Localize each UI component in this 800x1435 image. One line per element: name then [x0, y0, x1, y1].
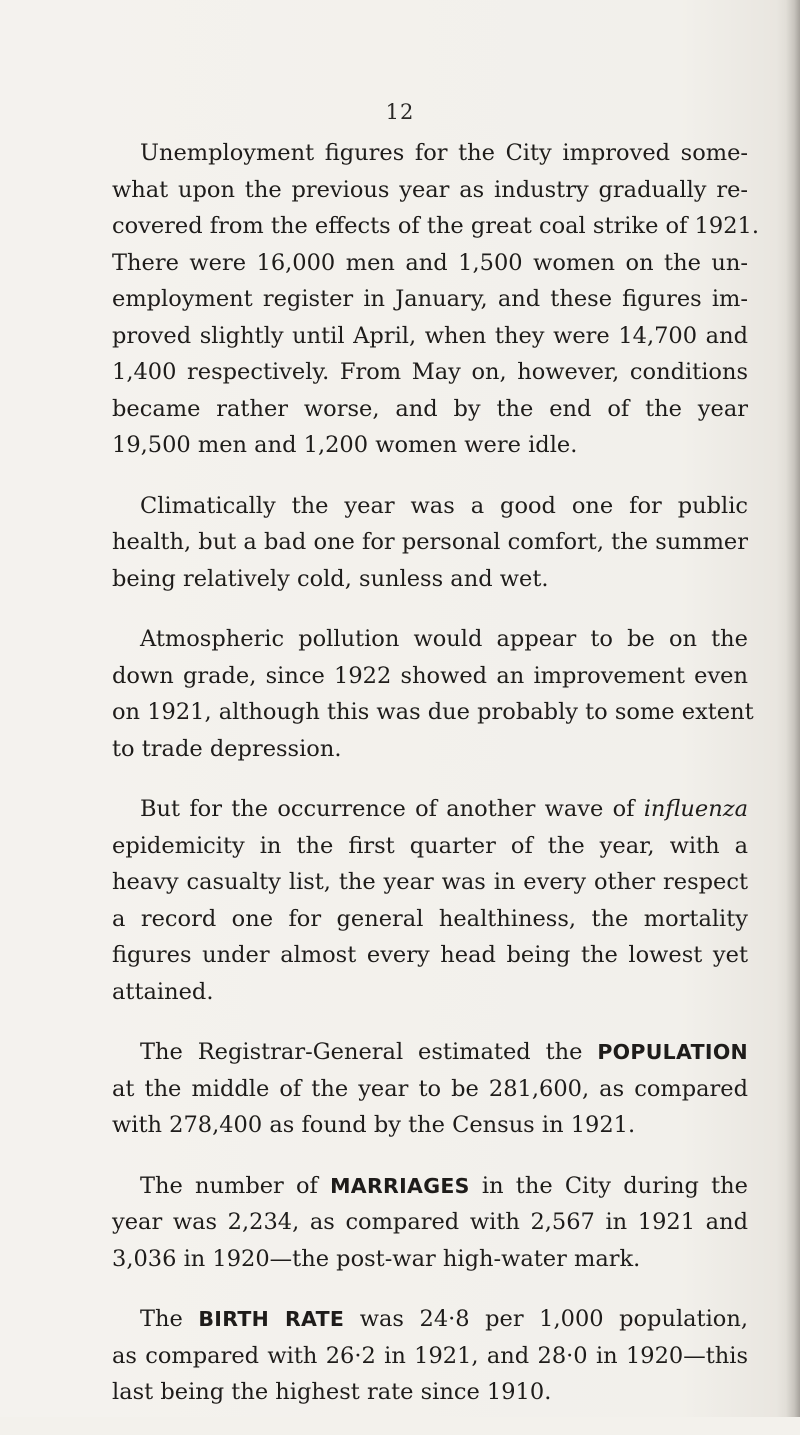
paragraph-population [112, 1034, 748, 1144]
text-line: epidemicity in the first quarter of the year, with a [112, 832, 748, 859]
text-run: But for the occurrence of another wave of [140, 796, 635, 822]
text-line: last being the highest rate since 1910. [112, 1379, 552, 1405]
text-line [112, 1301, 748, 1338]
text-line: heavy casualty list, the year was in every other respect [112, 869, 748, 895]
heading-keyword: POPULATION [597, 1040, 748, 1064]
text-line: with 278,400 as found by the Census in 1921. [112, 1112, 636, 1138]
text-line: employment register in January, and these figures im- [112, 286, 748, 312]
text-run: The number of [140, 1172, 318, 1199]
text-line: to trade depression. [112, 735, 342, 762]
text-line: attained. [112, 978, 214, 1005]
text-line: There were 16,000 men and 1,500 women on the un- [112, 249, 748, 276]
paragraph-climate [112, 488, 748, 598]
text-line: became rather worse, and by the end of the year [112, 395, 748, 422]
text-line [112, 791, 748, 828]
text-line: figures under almost every head being the lowest yet [112, 942, 748, 968]
text-line: Atmospheric pollution would appear to be on the [140, 626, 748, 652]
body-text [112, 135, 759, 1435]
italic-term: influenza [643, 796, 748, 822]
text-line: down grade, since 1922 showed an improvement even [112, 662, 748, 689]
text-run: was 24·8 per 1,000 population, [359, 1306, 748, 1332]
text-line: what upon the previous year as industry gradually re- [112, 176, 748, 203]
paragraph-unemployment [112, 135, 759, 464]
text-line [112, 1034, 748, 1071]
text-line: as compared with 26·2 in 1921, and 28·0 in 1920—this [112, 1342, 748, 1369]
page-number: 12 [385, 100, 415, 124]
text-line: covered from the effects of the great coal strike of 1921. [112, 213, 759, 239]
heading-keyword: MARRIAGES [330, 1173, 470, 1198]
text-line: 3,036 in 1920—the post-war high-water mark. [112, 1245, 641, 1272]
text-line: a record one for general healthiness, the mortality [112, 905, 748, 932]
text-line: at the middle of the year to be 281,600, as compared [112, 1075, 748, 1102]
text-line: 19,500 men and 1,200 women were idle. [112, 432, 578, 458]
text-line: year was 2,234, as compared with 2,567 in 1921 and [112, 1209, 748, 1235]
text-line: proved slightly until April, when they were 14,700 and [112, 322, 748, 349]
text-line: 1,400 respectively. From May on, however, conditions [112, 359, 748, 385]
text-line [112, 1168, 748, 1205]
text-line: being relatively cold, sunless and wet. [112, 565, 549, 592]
text-line: Unemployment figures for the City improved some- [140, 140, 748, 166]
text-run: The [140, 1306, 183, 1332]
heading-keyword: BIRTH RATE [198, 1307, 345, 1331]
paragraph-influenza [112, 791, 748, 1010]
page-edge-shadow [786, 0, 800, 1417]
paragraph-pollution [112, 621, 754, 767]
paragraph-birth-rate [112, 1301, 748, 1411]
paragraph-marriages [112, 1168, 748, 1278]
text-line: health, but a bad one for personal comfort, the summer [112, 529, 748, 555]
text-run: The Registrar-General estimated the [140, 1039, 583, 1065]
text-line: on 1921, although this was due probably to some extent [112, 699, 754, 725]
text-line: Climatically the year was a good one for public [140, 492, 748, 519]
text-run: in the City during the [481, 1172, 748, 1199]
